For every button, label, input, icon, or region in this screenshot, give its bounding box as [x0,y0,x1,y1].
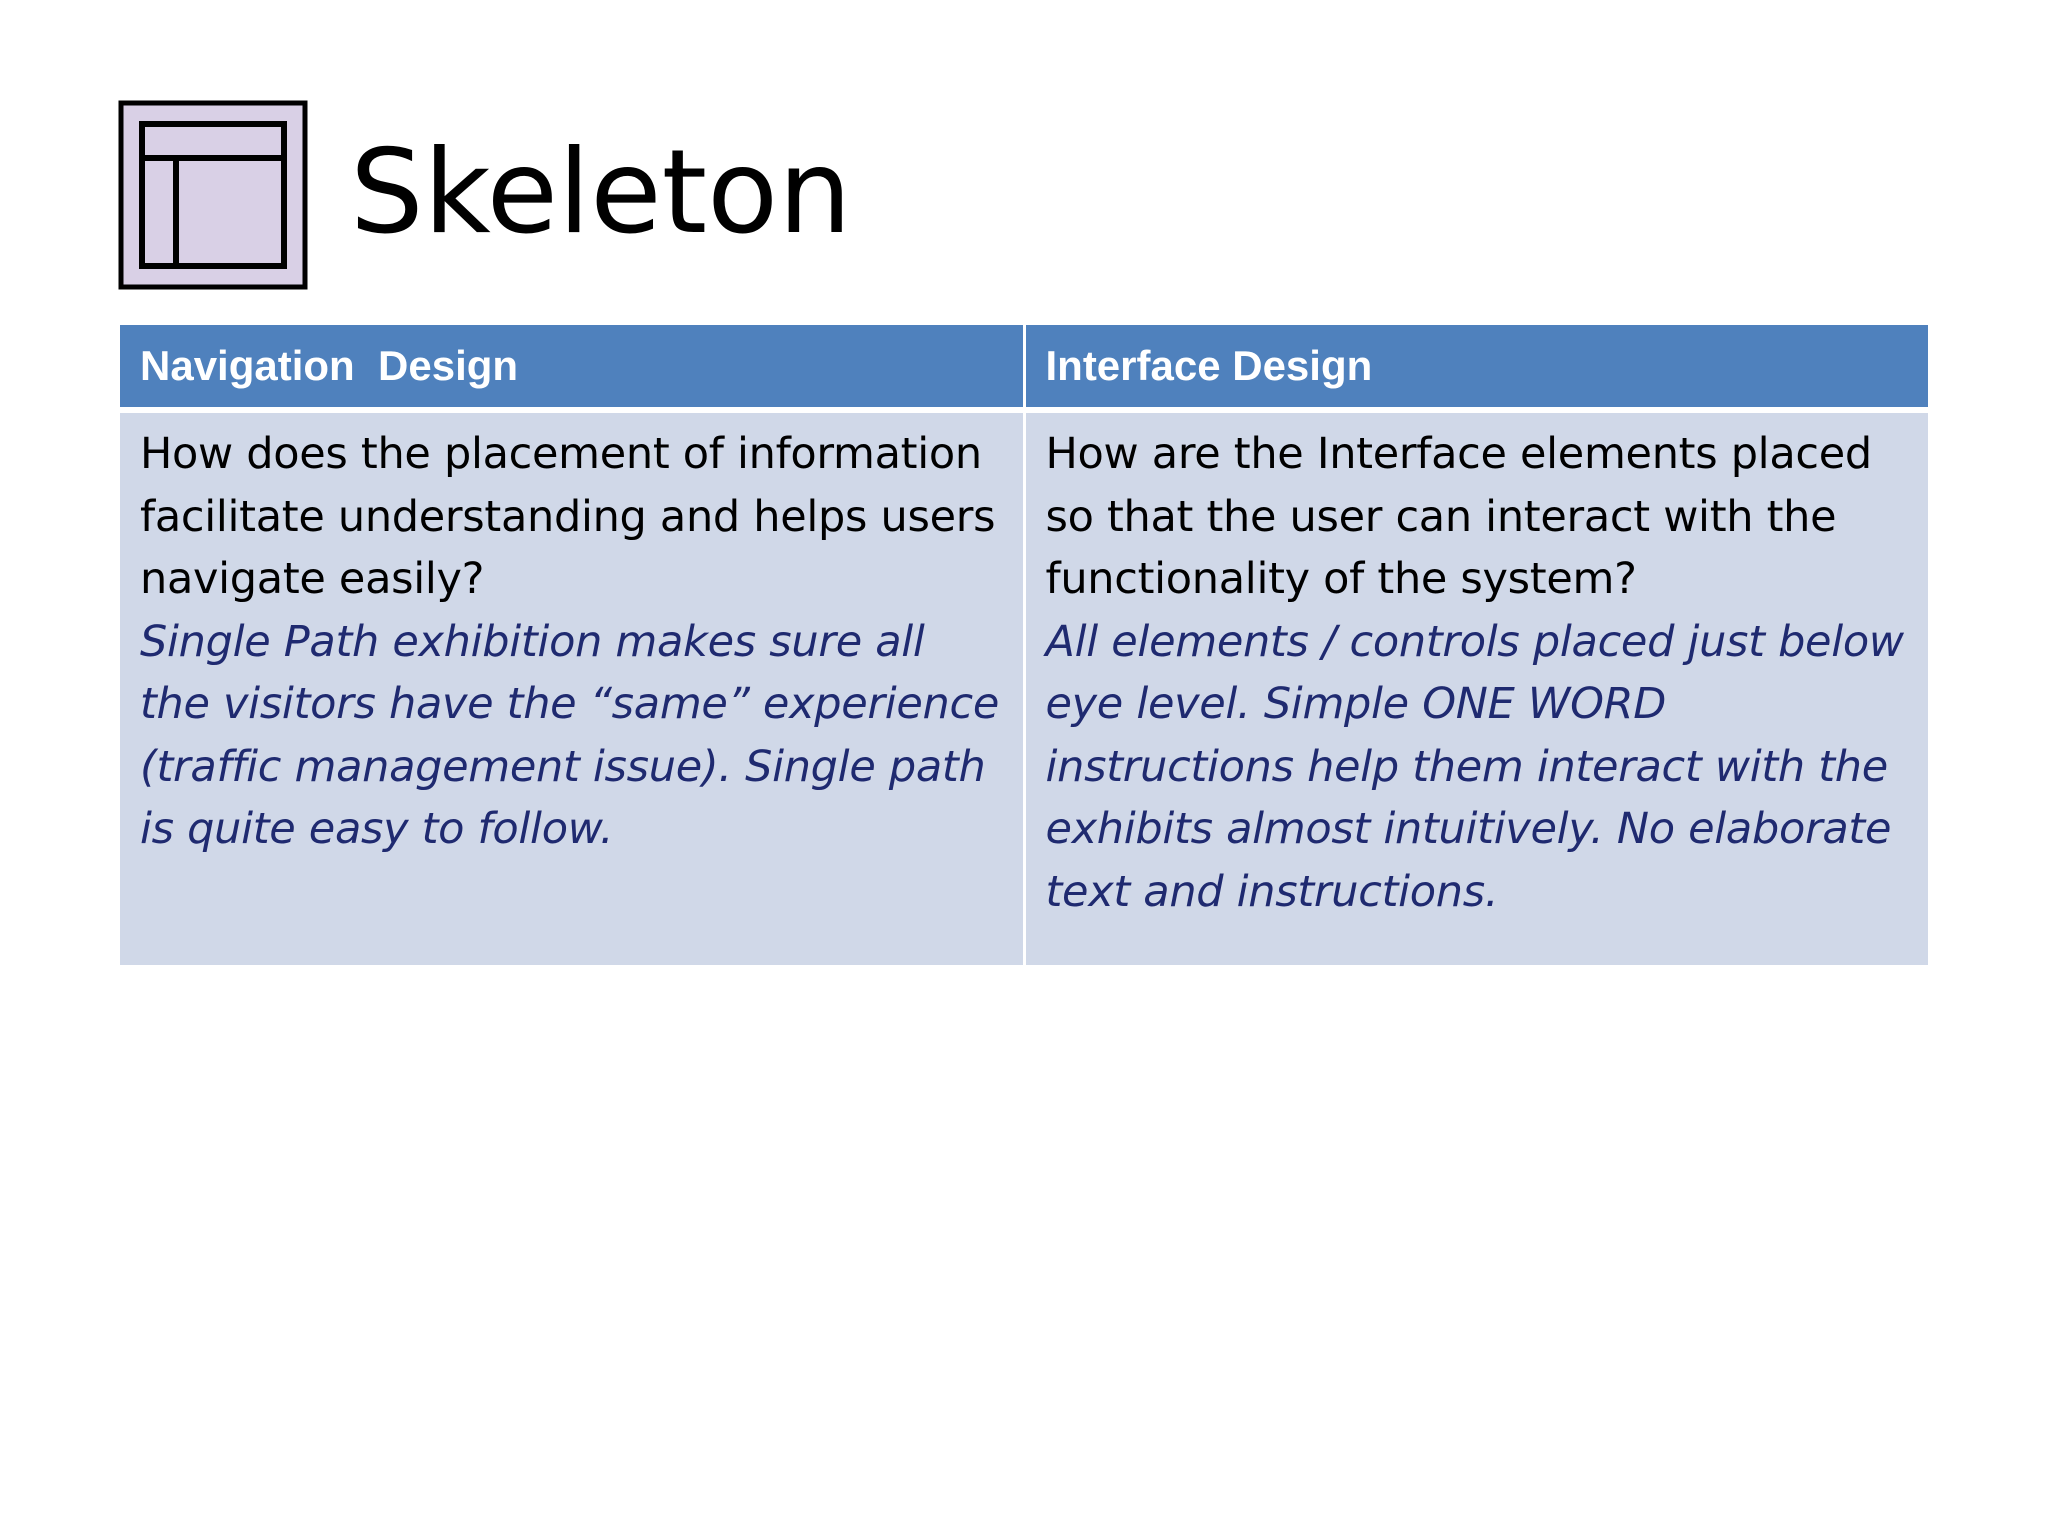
navigation-question: How does the placement of information facilitate understanding and helps users navigate easily? [140,429,996,604]
interface-design-cell [1024,410,1928,965]
slide-title: Skeleton [350,125,852,260]
navigation-answer: Single Path exhibition makes sure all the visitors have the “same” experience (traffic management issue). Single path is quite easy to follow. [140,616,1000,854]
header-interface-design: Interface Design [1024,325,1928,410]
table-row [120,410,1928,965]
design-table [120,325,1928,965]
header-navigation-design: Navigation Design [120,325,1024,410]
table-header-row [120,325,1928,410]
skeleton-layout-icon [118,100,308,290]
interface-question: How are the Interface elements placed so that the user can interact with the functionality of the system? [1045,429,1872,604]
navigation-design-cell [120,410,1024,965]
interface-answer: All elements / controls placed just below eye level. Simple ONE WORD instructions help them interact with the exhibits almost intuitively. No elaborate text and instructions. [1045,616,1904,917]
